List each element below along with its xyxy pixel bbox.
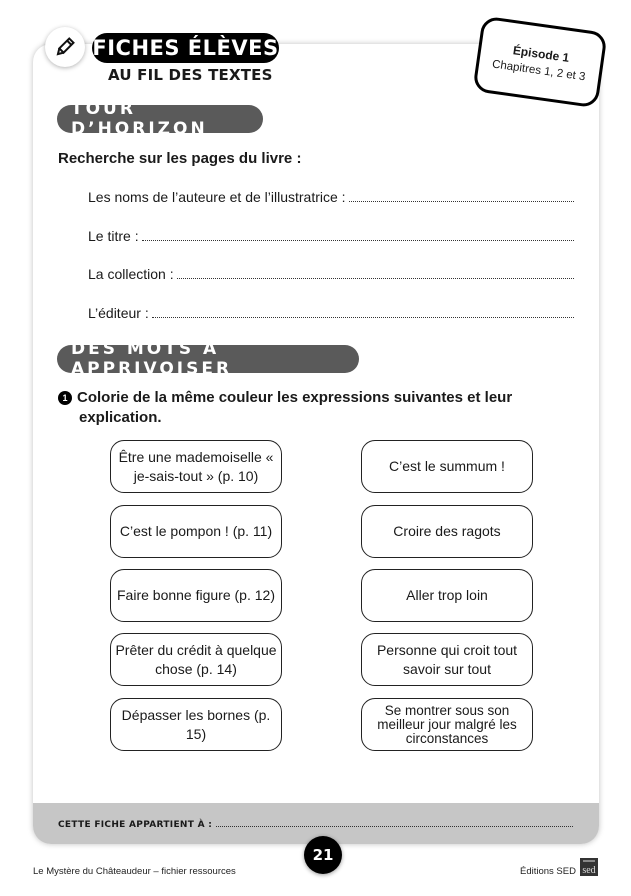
publisher-name: Éditions SED [520, 866, 576, 877]
logo-text: sed [582, 865, 596, 876]
episode-label: Épisode 1 [512, 43, 571, 65]
explanation-box[interactable]: C’est le summum ! [361, 440, 533, 493]
field-label: La collection : [88, 266, 174, 282]
chapters-label: Chapitres 1, 2 et 3 [491, 58, 587, 84]
expression-box[interactable]: Dépasser les bornes (p. 15) [110, 698, 282, 751]
section-title-tour-horizon: TOUR D’HORIZON [57, 105, 263, 133]
answer-line[interactable] [177, 277, 574, 279]
expression-box[interactable]: Prêter du crédit à quelque chose (p. 14) [110, 633, 282, 686]
question-text: Colorie de la même couleur les expressions suivantes et leur [77, 389, 513, 406]
pencil-badge [45, 27, 85, 67]
book-title: Le Mystère du Châteaudeur – fichier ressources [33, 866, 236, 877]
page-number: 21 [304, 836, 342, 874]
page-subtitle: AU FIL DES TEXTES [108, 66, 273, 84]
explanation-box[interactable]: Se montrer sous son meilleur jour malgré les circonstances [361, 698, 533, 751]
answer-line[interactable] [349, 200, 574, 202]
question-1 [58, 388, 578, 428]
field-title[interactable] [88, 228, 574, 244]
expression-box[interactable]: Être une mademoiselle « je-sais-tout » (p. 10) [110, 440, 282, 493]
explanation-box[interactable]: Aller trop loin [361, 569, 533, 622]
field-label: L’éditeur : [88, 305, 149, 321]
section-lead: Recherche sur les pages du livre : [58, 150, 302, 167]
answer-line[interactable] [142, 239, 574, 241]
question-number-badge: 1 [58, 391, 72, 405]
field-collection[interactable] [88, 266, 574, 282]
explanation-box[interactable]: Croire des ragots [361, 505, 533, 558]
field-publisher[interactable] [88, 305, 574, 321]
owner-label: CETTE FICHE APPARTIENT À : [58, 820, 213, 830]
field-authors[interactable] [88, 189, 574, 205]
explanation-box[interactable]: Personne qui croit tout savoir sur tout [361, 633, 533, 686]
field-label: Le titre : [88, 228, 139, 244]
owner-field[interactable] [58, 820, 573, 830]
section-title-mots: DES MOTS À APPRIVOISER [57, 345, 359, 373]
sed-logo-icon [580, 858, 598, 876]
owner-answer-line[interactable] [216, 826, 573, 827]
question-text-cont: explication. [79, 409, 162, 426]
expression-box[interactable]: Faire bonne figure (p. 12) [110, 569, 282, 622]
page-title: FICHES ÉLÈVES [92, 33, 279, 63]
pencil-icon [54, 36, 76, 58]
answer-line[interactable] [152, 316, 574, 318]
field-label: Les noms de l’auteure et de l’illustratrice : [88, 189, 346, 205]
expression-box[interactable]: C’est le pompon ! (p. 11) [110, 505, 282, 558]
